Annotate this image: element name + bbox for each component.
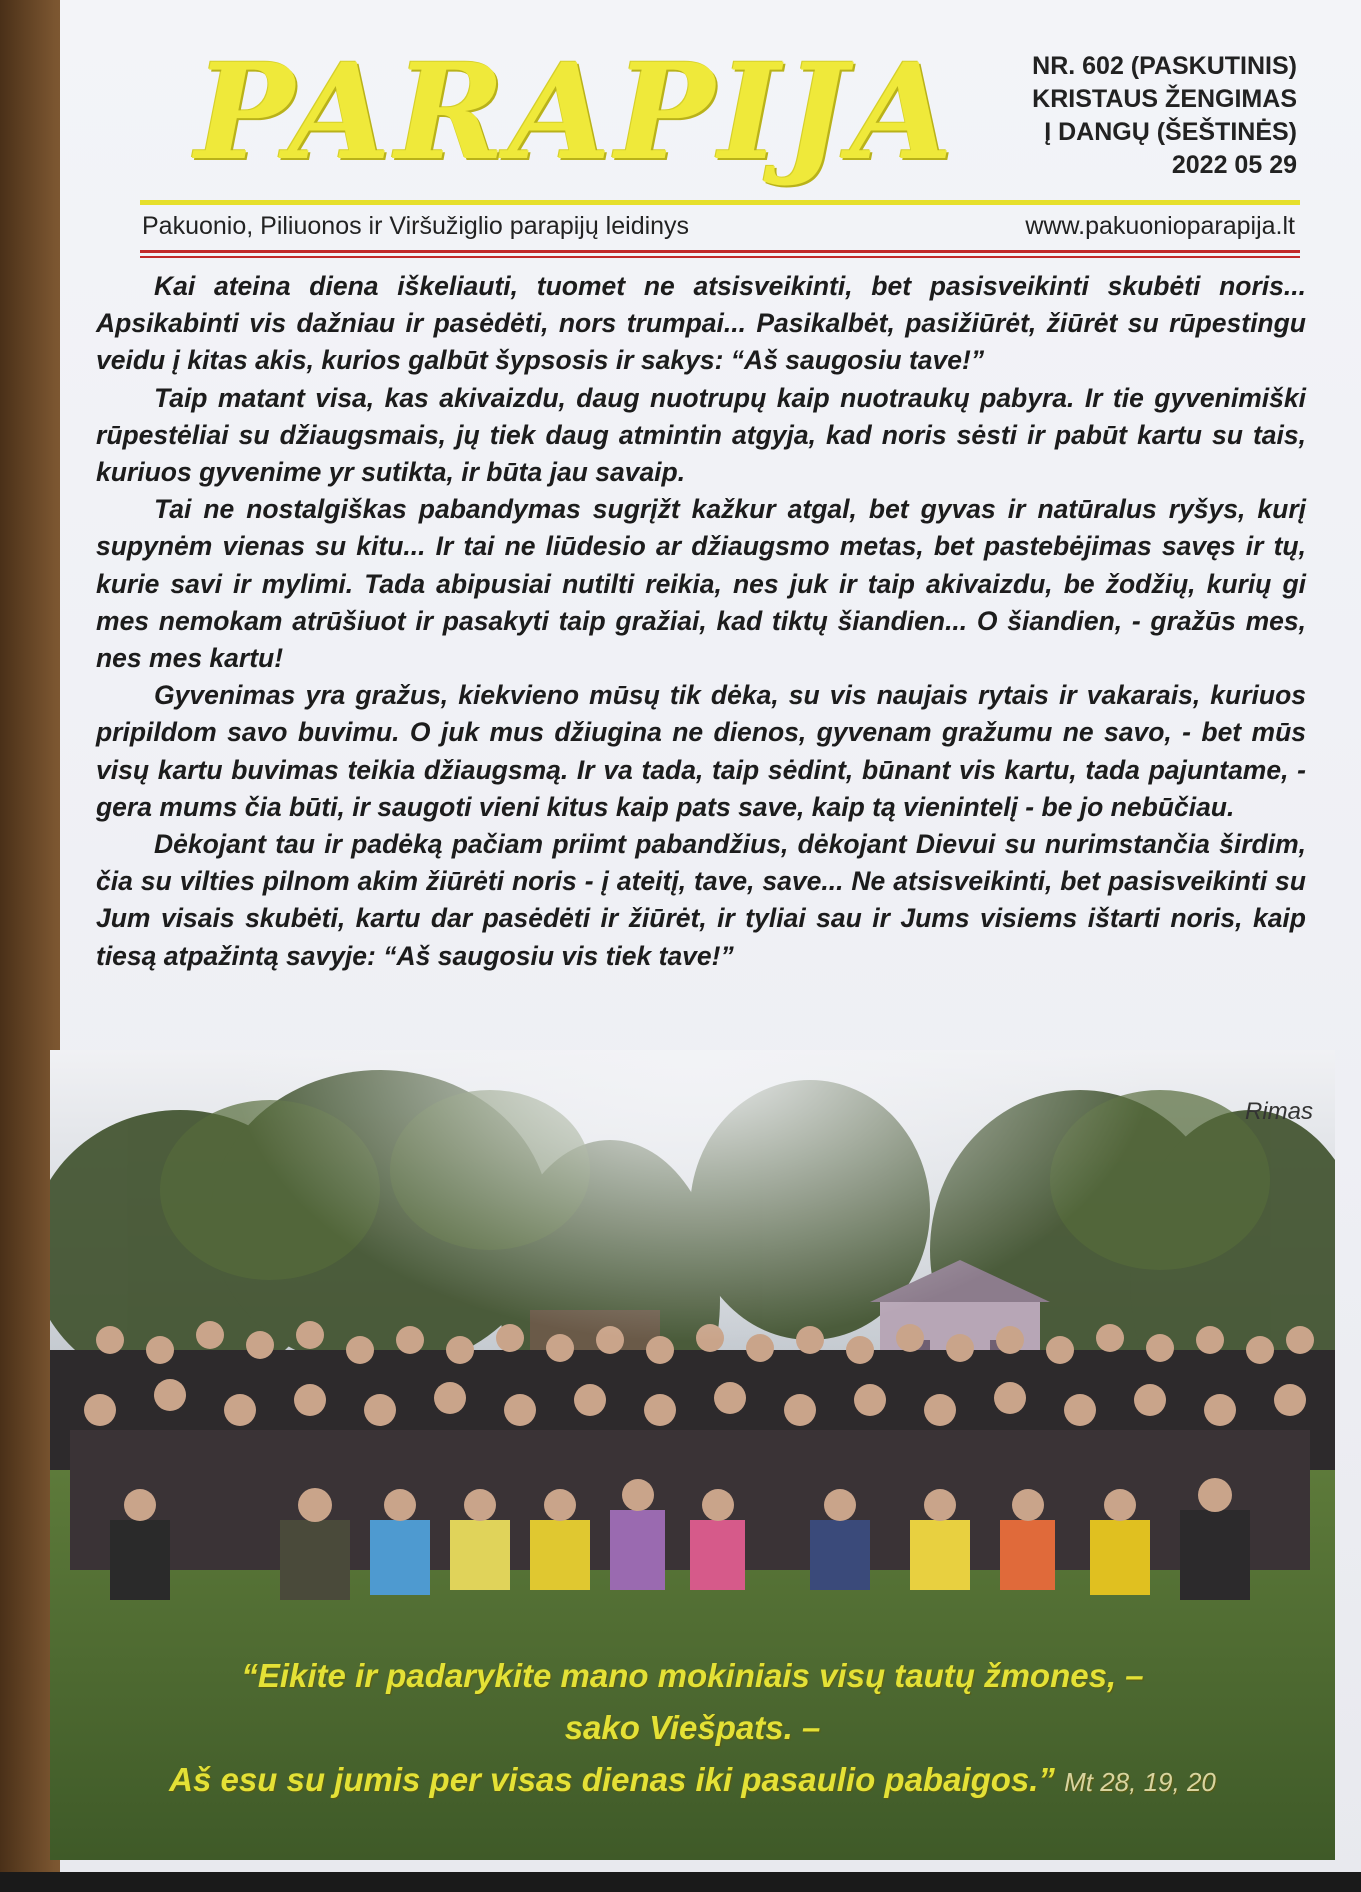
bottom-edge <box>0 1872 1361 1892</box>
quote-line-3 <box>50 1754 1335 1808</box>
quote-line-2: sako Viešpats. – <box>564 1709 821 1746</box>
quote-line-1: “Eikite ir padarykite mano mokiniais visų tautų žmones, – <box>241 1657 1144 1694</box>
header-red-rule-secondary <box>140 256 1300 258</box>
article-body <box>96 268 1306 1068</box>
issue-date: 2022 05 29 <box>1171 151 1297 179</box>
article-paragraph: Taip matant visa, kas akivaizdu, daug nuotrupų kaip nuotraukų pabyra. Ir tie gyvenimiški rūpestėliai su džiaugsmais, jų tiek daug atmintin atgyja, kad noris sėsti ir pabūt kartu su tais, kuriuos gyvenime yr sutikta, ir būta jau savaip. <box>96 382 1306 488</box>
header-yellow-rule <box>140 200 1300 205</box>
issue-info <box>957 50 1297 182</box>
article-paragraph: Gyvenimas yra gražus, kiekvieno mūsų tik dėka, su vis naujais rytais ir vakarais, kuriuos pripildom savo buvimu. O juk mus džiugina ne dienos, gyvenam gražumu ne savo, - bet mūs visų kartu buvimas teikia džiaugsmą. Ir va tada, taip sėdint, būnant vis kartu, tada pajuntame, - gera mums čia būti, ir saugoti vieni kitus kaip pats save, kaip tą vienintelį - be jo nebūčiau. <box>96 680 1306 822</box>
feast-name-line2: Į DANGŲ (ŠEŠTINĖS) <box>1044 118 1297 146</box>
scripture-quote <box>50 1650 1335 1808</box>
publication-subtitle: Pakuonio, Piliuonos ir Viršužiglio parapijų leidinys <box>142 212 690 240</box>
issue-number: NR. 602 (PASKUTINIS) <box>1032 52 1297 80</box>
header-red-rule <box>140 250 1300 253</box>
masthead-title: PARAPIJA <box>195 35 958 190</box>
scripture-reference: Mt 28, 19, 20 <box>1064 1767 1216 1797</box>
article-paragraph: Dėkojant tau ir padėką pačiam priimt pabandžius, dėkojant Dievui su nurimstančia širdim, čia su vilties pilnom akim žiūrėti noris - į ateitį, tave, save... Ne atsisveikinti, bet pasisveikinti su Jum visais skubėti, kartu dar pasėdėti ir žiūrėt, ir tyliai sau ir Jums visiems ištarti noris, kaip tiesą atpažintą savyje: “Aš saugosiu vis tiek tave!” <box>96 829 1306 971</box>
website-link[interactable]: www.pakuonioparapija.lt <box>1025 212 1295 240</box>
article-paragraph: Kai ateina diena iškeliauti, tuomet ne atsisveikinti, bet pasisveikinti skubėti noris... Apsikabinti vis dažniau ir pasėdėti, nors trumpai... Pasikalbėt, pasižiūrėt, žiūrėt su rūpestingu veidu į kitas akis, kurios galbūt šypsosis ir sakys: “Aš saugosiu tave!” <box>96 271 1306 376</box>
article-author: Rimas <box>1244 1098 1313 1125</box>
feast-name-line1: KRISTAUS ŽENGIMAS <box>1032 85 1297 113</box>
quote-line-3-text: Aš esu su jumis per visas dienas iki pasaulio pabaigos.” <box>169 1761 1055 1798</box>
article-paragraph: Tai ne nostalgiškas pabandymas sugrįžt kažkur atgal, bet gyvas ir natūralus ryšys, kurį supynėm vienas su kitu... Ir tai ne liūdesio ar džiaugsmo metas, bet pastebėjimas savęs ir tų, kurie savi ir mylimi. Tada abipusiai nutilti reikia, nes juk ir taip akivaizdu, be žodžių, kurių gi mes nemokam atrūšiuot ir pasakyti taip gražiai, kad tiktų šiandien... O šiandien, - gražūs mes, nes mes kartu! <box>96 494 1306 674</box>
